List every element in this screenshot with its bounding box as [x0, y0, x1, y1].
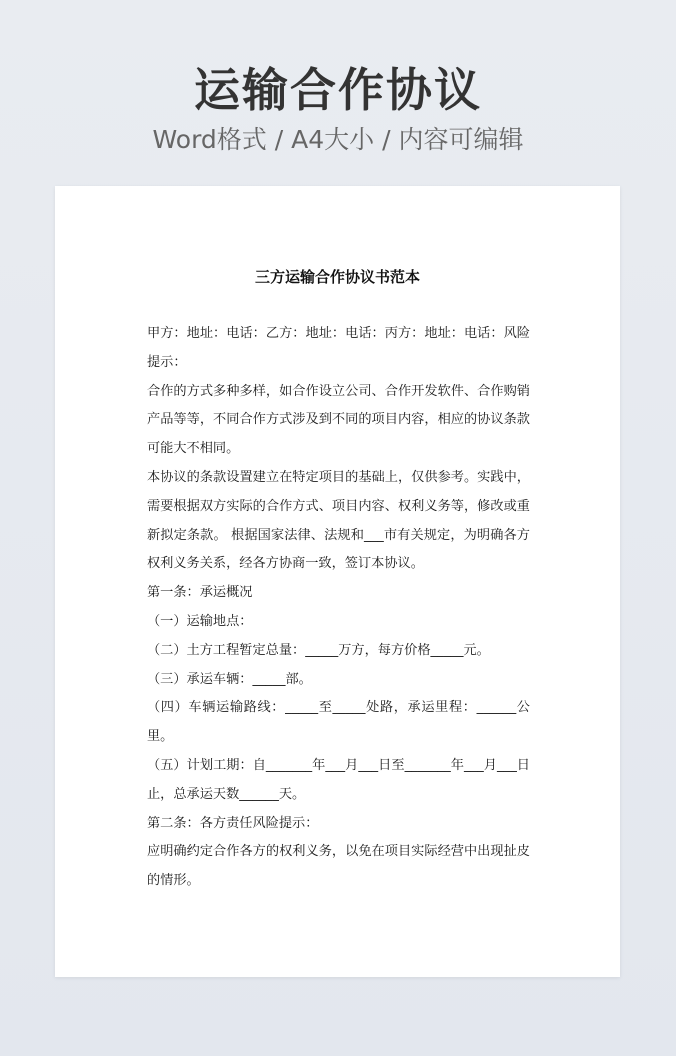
document-page: [55, 186, 620, 977]
document-title: 三方运输合作协议书范本: [254, 268, 420, 286]
paragraph-basis: 本协议的条款设置建立在特定项目的基础上，仅供参考。实践中，需要根据双方实际的合作方式、项目内容、权利义务等，修改或重新拟定条款。 根据国家法律、法规和___市有关规定，为明确各方权利义务关系，经各方协商一致，签订本协议。: [147, 469, 530, 572]
article-2-heading: 第二条：各方责任风险提示：: [147, 815, 319, 831]
header: [0, 62, 676, 156]
paragraph-parties: 甲方：地址：电话：乙方：地址：电话：丙方：地址：电话：风险提示：: [147, 326, 530, 370]
article-1-item-4: （四）车辆运输路线：_____至_____处路，承运里程：______公里。: [147, 700, 530, 745]
document-body: [147, 320, 530, 896]
article-1-item-2: （二）土方工程暂定总量：_____万方，每方价格_____元。: [147, 642, 490, 658]
article-1-item-3: （三）承运车辆：_____部。: [147, 671, 312, 687]
article-1-item-5: （五）计划工期：自_______年___月___日至_______年___月___日止，总承运天数______天。: [147, 757, 530, 802]
page-title: 运输合作协议: [194, 63, 482, 117]
article-2-paragraph: 应明确约定合作各方的权利义务，以免在项目实际经营中出现扯皮的情形。: [147, 844, 530, 889]
paragraph-cooperation-methods: 合作的方式多种多样，如合作设立公司、合作开发软件、合作购销产品等等，不同合作方式涉及到不同的项目内容，相应的协议条款可能大不相同。: [147, 383, 530, 457]
page-subtitle: Word格式 / A4大小 / 内容可编辑: [152, 125, 524, 154]
article-1-heading: 第一条：承运概况: [147, 585, 253, 601]
article-1-item-1: （一）运输地点：: [147, 613, 253, 629]
